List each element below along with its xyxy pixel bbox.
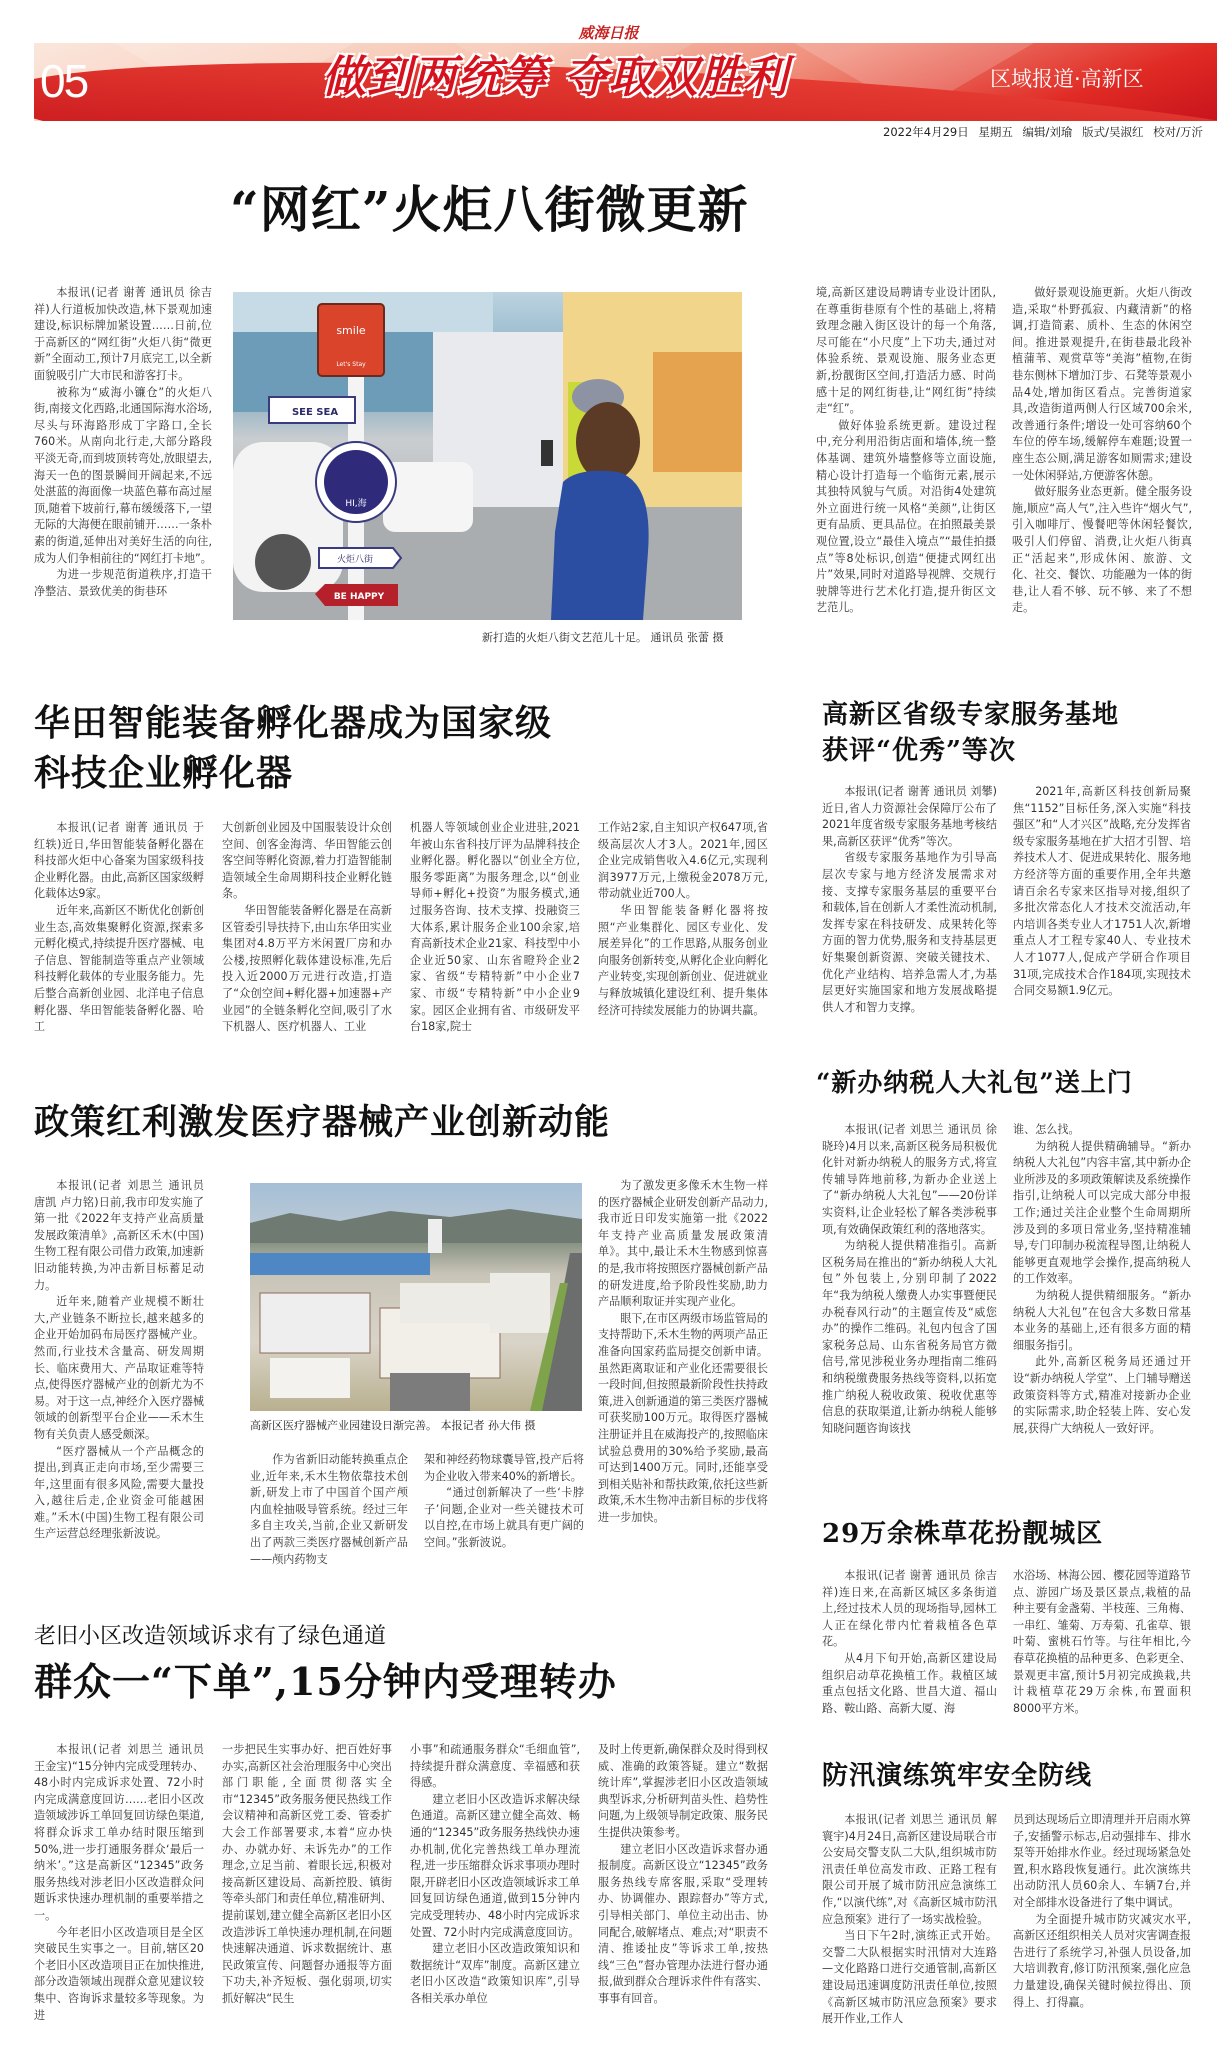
article-title	[822, 697, 1212, 769]
sign-text: BE HAPPY	[333, 592, 385, 602]
sign-text: 火炬八街	[336, 555, 374, 565]
paragraph: 为纳税人提供精细服务。“新办纳税人大礼包”在包含大多数日常基本业务的基础上,还有很多方面的精细服务指引。	[1013, 1288, 1191, 1352]
paragraph: “医疗器械从一个产品概念的提出,到真正走向市场,至少需要三年,这里面有很多风险,需要大量投入,越往后走,企业资金可能越困难。”禾木(中国)生物工程有限公司生产运营总经理张新波说。	[34, 1444, 204, 1541]
paragraph: 做好服务业态更新。健全服务设施,顺应“高人气”,注入些许“烟火气”,引入咖啡厅、慢餐吧等休闲轻餐饮,吸引人们停留、消费,让火炬八街真正“活起来”,形成休闲、旅游、文化、社交、餐饮、功能融为一体的街巷,让人看不够、玩不够、来了不想走。	[1012, 485, 1192, 615]
article-column	[598, 820, 768, 1019]
paragraph: 谁、怎么找。	[1013, 1123, 1080, 1136]
section-label: 区域报道·高新区	[990, 67, 1144, 91]
article-column	[816, 285, 996, 617]
paragraph: 架和神经药物球囊导管,投产后将为企业收入带来40%的新增长。	[424, 1453, 584, 1483]
paragraph: 本报讯(记者 刘思兰 通讯员 徐晓玲)4月以来,高新区税务局积极优化针对新办纳税人的服务方式,将宣传辅导阵地前移,为新办企业送上了“新办纳税人大礼包”——20份详实资料,让企业轻松了解各类涉税事项,有效确保政策红利的落地落实。	[822, 1123, 997, 1236]
title-line: 获评“优秀”等次	[822, 736, 1016, 766]
title-line: 高新区省级专家服务基地	[822, 700, 1120, 730]
article-column	[34, 1178, 204, 1543]
paragraph: 省级专家服务基地作为引导高层次专家与地方经济发展需求对接、支撑专家服务基层的重要平台和载体,旨在创新人才柔性流动机制,发挥专家在科技研发、成果转化等方面的智力优势,服务和支持基层更好集聚创新资源、突破关键技术、优化产业结构、培养急需人才,为基层更好实施国家和地方发展战略提供人才和智力支撑。	[822, 851, 997, 1014]
paragraph: 2021年,高新区科技创新局聚焦“1152”目标任务,深入实施“科技强区”和“人才兴区”战略,充分发挥省级专家服务基地在扩大招才引智、培养技术人才、促进成果转化、服务地方经济等方面的重要作用,全年共邀请百余名专家来区指导对接,组织了多批次常态化人才技术交流活动,年内培训各类专业人才1751人次,新增重点人才工程专家40人、专业技术人才1077人,促成产学研合作项目31项,完成技术合作184项,实现技术合同交易额1.9亿元。	[1013, 785, 1191, 998]
paragraph: 今年老旧小区改造项目是全区突破民生实事之一。目前,辖区20个老旧小区改造项目正在加快推进,部分改造领域出现群众意见建议较集中、咨询诉求量较多等现象。为进	[34, 1925, 204, 2022]
paragraph: 小事”和疏通服务群众“毛细血管”,持续提升群众满意度、幸福感和获得感。	[410, 1743, 580, 1790]
article-title: 政策红利激发医疗器械产业创新动能	[34, 1102, 611, 1143]
industrial-park-illustration	[250, 1183, 582, 1411]
paragraph: 境,高新区建设局聘请专业设计团队,在尊重街巷原有个性的基础上,将精致理念融入街区设计的每一个角落,尽可能在“小尺度”上下功夫,通过对体验系统、景观设施、服务业态更新,扮靓街区空间,打造活力感、时尚感十足的网红街巷,让“网红街”持续走“红”。	[816, 286, 996, 416]
paragraph: 为进一步规范街道秩序,打造干净整洁、景致优美的街巷环	[34, 568, 212, 598]
sign-text: smile	[336, 324, 366, 337]
paragraph: 作为省新旧动能转换重点企业,近年来,禾木生物依靠技术创新,研发上市了中国首个国产颅内血栓抽吸导管系统。经过三年多自主攻关,当前,企业又新研发出了两款三类医疗器械创新产品——颅内药物支	[250, 1453, 408, 1566]
paragraph: 近年来,高新区不断优化创新创业生态,高效集聚孵化资源,探索多元孵化模式,持续提升医疗器械、电子信息、智能制造等重点产业领域科技孵化载体的专业服务能力。先后整合高新创业园、北洋电子信息孵化器、华田智能装备孵化器、哈工	[34, 903, 204, 1034]
paragraph: 做好体验系统更新。建设过程中,充分利用沿街店面和墙体,统一整体基调、建筑外墙整修等立面设施,精心设计打造每一个临街元素,展示其独特风貌与气质。对沿街4处建筑外立面进行统一风格“美颜”,让街区更有品质、更具品位。在拍照最美景观位置,设立“最佳入境点”“最佳拍摄点”等8处标识,创造“便捷式网红出片”效果,同时对道路导视牌、交规行驶牌等进行艺术化打造,提升街区文艺范儿。	[816, 418, 996, 615]
article-title: 群众一“下单”,15分钟内受理转办	[34, 1659, 617, 1704]
paragraph: 本报讯(记者 谢菁 通讯员 刘攀)近日,省人力资源社会保障厅公布了2021年度省级专家服务基地考核结果,高新区获评“优秀”等次。	[822, 785, 997, 848]
paragraph: 为全面提升城市防灾减灾水平,高新区还组织相关人员对灾害调查报告进行了系统学习,补强人员设备,加大培训教育,修订防汛预案,强化应急力量建设,确保关键时候拉得出、顶得上、打得赢。	[1013, 1912, 1191, 2009]
paragraph: 从4月下旬开始,高新区建设局组织启动草花换植工作。栽植区域重点包括文化路、世昌大道、福山路、鞍山路、高新大厦、海	[822, 1651, 997, 1715]
paragraph: 一步把民生实事办好、把百姓好事办实,高新区社会治理服务中心突出部门职能,全面贯彻落实全市“12345”政务服务便民热线工作会议精神和高新区党工委、管委扩大会工作部署要求,本着“应办快办、办就办好、未诉先办”的工作理念,立足当前、着眼长远,积极对接高新区建设局、高新控股、镇街等牵头部门和责任单位,精准研判、提前谋划,建立健全高新区老旧小区改造涉诉工单快速办理机制,在问题快速解决通道、诉求数据统计、惠民政策宣传、问题督办通报等方面下功夫,补齐短板、强化弱项,切实抓好解决“民生	[222, 1743, 392, 2005]
photo-caption: 高新区医疗器械产业园建设日渐完善。 本报记者 孙大伟 摄	[250, 1419, 536, 1432]
sign-text: SEE SEA	[291, 407, 339, 418]
paragraph: 做好景观设施更新。火炬八街改造,采取“朴野孤寂、内藏清新”的格调,打造简素、质朴、生态的休闲空间。推进景观提升,在街巷最北段补植蒲苇、观赏草等“美海”植物,在街巷东侧林下增加汀步、石凳等景观小品4处,增加街区看点。完善街道家具,改造街道两侧人行区域700余米,改善通行条件;增设一处可容纳60个车位的停车场,缓解停车难题;设置一座生态公厕,满足游客如厕需求;建设一处休闲驿站,方便游客休憩。	[1012, 286, 1192, 482]
paragraph: 建立老旧小区改造诉求督办通报制度。高新区设立“12345”政务服务热线专席客服,采取“受理转办、协调催办、跟踪督办”等方式,引导相关部门、单位主动出击、协同配合,破解堵点、难点;对“职责不清、推诿扯皮”等诉求工单,按热线“三色”督办管理办法进行督办通报,做到群众合理诉求件件有落实、事事有回音。	[598, 1842, 768, 2005]
paragraph: 眼下,在市区两级市场监管局的支持帮助下,禾木生物的两项产品正准备向国家药监局提交创新申请。虽然距离取证和产业化还需要很长一段时间,但按照最新阶段性扶持政策,进入创新通道的第三类医疗器械可获奖励100万元。取得医疗器械注册证并且在威海投产的,按照临床试验总费用的30%给予奖励,最高可达到1400万元。同时,还能享受到相关贴补和帮扶政策,依托这些新政策,禾木生物冲击新目标的步伐将进一步加快。	[598, 1311, 768, 1524]
paragraph: 本报讯(记者 谢菁 通讯员 于红轶)近日,华田智能装备孵化器在科技部火炬中心备案为国家级科技企业孵化器。由此,高新区国家级孵化载体达9家。	[34, 821, 204, 901]
paragraph: 为了激发更多像禾木生物一样的医疗器械企业研发创新产品动力,我市近日印发实施第一批《2022年支持产业高质量发展政策清单》。其中,最让禾木生物感到惊喜的是,我市将按照医疗器械创新产品的研发进度,给予阶段性奖励,助力产品顺利取证并实现产业化。	[598, 1179, 768, 1309]
paragraph: 华田智能装备孵化器将按照“产业集群化、园区专业化、发展差异化”的工作思路,从服务创业向服务创新转变,从孵化企业向孵化产业转变,实现创新创业、促进就业与释放城镇化建设红利、提升集体经济可持续发展能力的协调共赢。	[598, 903, 768, 1017]
banner-slogan: 做到两统筹 夺取双胜利	[322, 52, 789, 103]
article-column	[822, 1812, 997, 2028]
paragraph: 此外,高新区税务局还通过开设“新办纳税人学堂”、上门辅导赠送政策资料等方式,精准对接新办企业的实际需求,助企轻装上阵、安心发展,获得广大纳税人一致好评。	[1013, 1355, 1191, 1435]
article-title: 29万余株草花扮靓城区	[822, 1519, 1104, 1549]
article-column	[598, 1742, 768, 2008]
page-number: 05	[40, 55, 88, 107]
article-column	[822, 1122, 997, 1437]
photo-caption: 新打造的火炬八街文艺范儿十足。 通讯员 张蕾 摄	[482, 631, 724, 644]
dateline: 2022年4月29日 星期五 编辑/刘瑜 版式/吴淑红 校对/万沂	[883, 125, 1203, 139]
article-column	[598, 1178, 768, 1526]
article-column	[410, 1742, 580, 2008]
paragraph: 工作站2家,自主知识产权647项,省级高层次人才3人。2021年,园区企业完成销售收入4.6亿元,实现利润3977万元,上缴税金2078万元,带动就业近700人。	[598, 821, 768, 901]
newspaper-masthead: 威海日报	[578, 24, 639, 42]
paragraph: 员到达现场后立即清理并开启雨水箅子,安插警示标志,启动强排车、排水泵等开始排水作业。经过现场紧急处置,积水路段恢复通行。此次演练共出动防汛人员60余人、车辆7台,并对全部排水设备进行了集中调试。	[1013, 1813, 1191, 1909]
paragraph: 及时上传更新,确保群众及时得到权威、准确的政策答疑。建立“数据统计库”,掌握涉老旧小区改造领域典型诉求,分析研判苗头性、趋势性问题,为上级领导制定政策、服务民生提供决策参考。	[598, 1743, 768, 1839]
paragraph: 机器人等领域创业企业进驻,2021年被山东省科技厅评为品牌科技企业孵化器。孵化器以“创业全方位,服务零距离”为服务理念,以“创业导师+孵化+投资”为服务模式,通过服务咨询、技术支撑、投融资三大体系,累计服务企业100余家,培育高新技术企业21家、科技型中小企业近50家、山东省瞪羚企业2家、省级“专精特新”中小企业7家、市级“专精特新”中小企业9家。园区企业拥有省、市级研发平台18家,院士	[410, 821, 580, 1034]
paragraph: 大创新创业园及中国服装设计众创空间、创客金海湾、华田智能云创客空间等孵化资源,着力打造智能制造领域全生命周期科技企业孵化链条。	[222, 821, 392, 901]
article-column	[1013, 1122, 1191, 1437]
paragraph: 建立老旧小区改造政策知识和数据统计“双库”制度。高新区建立老旧小区改造“政策知识库”,引导各相关承办单位	[410, 1942, 580, 2005]
industrial-park-photo	[250, 1183, 582, 1411]
article-title: “新办纳税人大礼包”送上门	[816, 1068, 1133, 1097]
article-title	[34, 698, 794, 798]
article-column	[1013, 784, 1191, 1000]
paragraph: “通过创新解决了一些‘卡脖子’问题,企业对一些关键技术可以自控,在市场上就具有更广阔的空间。”张新波说。	[424, 1486, 584, 1549]
paragraph: 当日下午2时,演练正式开始。交警二大队根据实时汛情对大连路—文化路路口进行交通管制,高新区建设局迅速调度防汛责任单位,按照《高新区城市防汛应急预案》要求展开作业,工作人	[822, 1929, 997, 2026]
article-column	[410, 820, 580, 1036]
paragraph: 本报讯(记者 刘思兰 通讯员 王金宝)“15分钟内完成受理转办、48小时内完成诉求处置、72小时内完成满意度回访……老旧小区改造领域涉诉工单回复回访绿色渠道,将群众诉求工单办结时限压缩到50%,进一步打通服务群众‘最后一纳米’。”这是高新区“12345”政务服务热线对涉老旧小区改造群众问题诉求快速办理机制的重要举措之一。	[34, 1743, 204, 1922]
paragraph: 建立老旧小区改造诉求解决绿色通道。高新区建立健全高效、畅通的“12345”政务服务热线快办速办机制,优化完善热线工单办理流程,进一步压缩群众诉求事项办理时限,开辟老旧小区改造领域诉求工单回复回访绿色通道,做到15分钟内完成受理转办、48小时内完成诉求处置、72小时内完成满意度回访。	[410, 1792, 580, 1939]
street-photo	[233, 292, 742, 620]
sign-text: HI,海	[345, 499, 367, 509]
article-column	[34, 285, 212, 600]
article-column	[222, 820, 392, 1036]
sign-text: Let's Stay	[336, 361, 366, 368]
paragraph: 为纳税人提供精确辅导。“新办纳税人大礼包”内容丰富,其中新办企业所涉及的多项政策解读及系统操作指引,让纳税人可以完成大部分申报工作;通过关注企业整个生命周期所涉及到的多项日常业务,坚持精准辅导,专门印制办税流程导图,让纳税人能够更直观地学会操作,提高纳税人的工作效率。	[1013, 1139, 1191, 1286]
paragraph: 华田智能装备孵化器是在高新区管委引导扶持下,由山东华田实业集团对4.8万平方米闲置厂房和办公楼,按照孵化载体建设标准,先后投入近2000万元进行改造,打造了“众创空间+孵化器+加速器+产业园”的全链条孵化空间,吸引了水下机器人、医疗机器人、工业	[222, 903, 392, 1034]
paragraph: 本报讯(记者 刘思兰 通讯员 唐凯 卢力铭)日前,我市印发实施了第一批《2022年支持产业高质量发展政策清单》,高新区禾木(中国)生物工程有限公司借力政策,加速新旧动能转换,为冲击新目标蓄足动力。	[34, 1179, 204, 1292]
title-line: 华田智能装备孵化器成为国家级	[34, 702, 553, 744]
title-line: 科技企业孵化器	[34, 752, 294, 794]
article-column	[424, 1452, 584, 1552]
article-column	[1013, 1812, 1191, 2011]
paragraph: 水浴场、林海公园、樱花园等道路节点、游园广场及景区景点,栽植的品种主要有金盏菊、半枝莲、三角梅、一串红、雏菊、万寿菊、孔雀草、银叶菊、蜜桃石竹等。与往年相比,今春草花换植的品种更多、色彩更全、景观更丰富,预计5月初完成换栽,共计栽植草花29万余株,布置面积8000平方米。	[1013, 1569, 1191, 1715]
paragraph: 为纳税人提供精准指引。高新区税务局在推出的“新办纳税人大礼包”外包装上,分别印制了2022年“我为纳税人缴费人办实事暨便民办税春风行动”的主题宣传及“威您办”的操作二维码。礼包内包含了国家税务总局、山东省税务局官方微信号,常见涉税业务办理指南二维码和纳税缴费服务热线等资料,以拓宽推广纳税人税收政策、税收优惠等信息的获取渠道,让新办纳税人能够知晓问题咨询该找	[822, 1239, 997, 1435]
article-title: “网红”火炬八街微更新	[230, 180, 749, 239]
article-column	[34, 1742, 204, 2024]
article-column	[1012, 285, 1192, 617]
article-column	[250, 1452, 408, 1568]
street-scene-illustration	[233, 292, 742, 620]
paragraph: 近年来,随着产业规模不断壮大,产业链条不断拉长,越来越多的企业开始加码布局医疗器械产业。然而,行业技术含量高、研发周期长、临床费用大、产品取证难等特点,使得医疗器械产业的创新尤为不易。对于这一点,神经介入医疗器械领域的创新型平台企业——禾木生物有关负责人感受颇深。	[34, 1295, 204, 1441]
paragraph: 本报讯(记者 谢菁 通讯员 徐吉祥)人行道板加快改造,林下景观加速建设,标识标牌加紧设置……日前,位于高新区的“网红街”火炬八街“微更新”全面动工,预计7月底完工,以全新面貌吸引广大市民和游客打卡。	[34, 286, 212, 382]
article-kicker: 老旧小区改造领域诉求有了绿色通道	[34, 1624, 387, 1649]
article-column	[1013, 1568, 1191, 1717]
article-title: 防汛演练筑牢安全防线	[822, 1761, 1093, 1791]
paragraph: 被称为“威海小镰仓”的火炬八街,南接文化西路,北通国际海水浴场,尽头与环海路形成丁字路口,全长760米。从南向北行走,大部分路段平淡无奇,而到坡顶转弯处,放眼望去,海天一色的图景瞬间开阔起来,不远处湛蓝的海面像一块蓝色幕布高过屋顶,随着下坡前行,幕布缓缓落下,一望无际的大海便在眼前铺开……一条朴素的街道,延伸出对美好生活的向往,成为人们争相前往的“网红打卡地”。	[34, 385, 212, 565]
article-column	[822, 1568, 997, 1717]
paragraph: 本报讯(记者 谢菁 通讯员 徐吉祥)连日来,在高新区城区多条街道上,经过技术人员的现场指导,园林工人正在绿化带内忙着栽植各色草花。	[822, 1569, 997, 1649]
paragraph: 本报讯(记者 刘思兰 通讯员 解寰宇)4月24日,高新区建设局联合市公安局交警支队二大队,组织城市防汛责任单位高发市政、正路工程有限公司开展了城市防汛应急演练工作,“以演代练”,对《高新区城市防汛应急预案》进行了一场实战检验。	[822, 1813, 997, 1926]
article-column	[222, 1742, 392, 2008]
article-column	[822, 784, 997, 1016]
article-column	[34, 820, 204, 1036]
